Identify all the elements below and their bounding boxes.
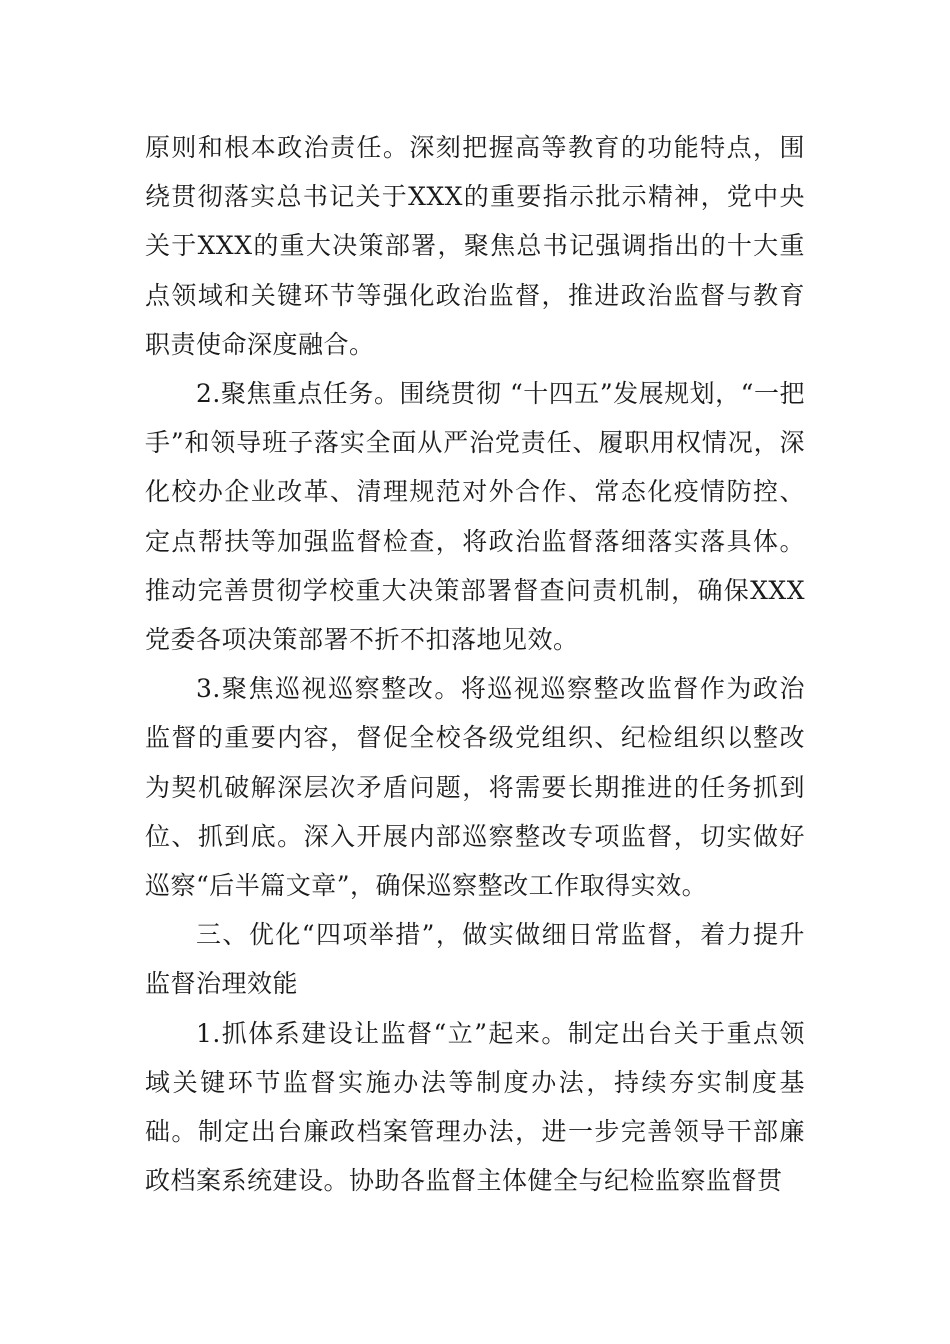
section-heading-three: 三、优化“四项举措”，做实做细日常监督，着力提升监督治理效能 xyxy=(145,920,805,999)
paragraph-system-building: 1.抓体系建设让监督“立”起来。制定出台关于重点领域关键环节监督实施办法等制度办法，持续夯实制度基础。制定出台廉政档案管理办法，进一步完善领导干部廉政档案系统建设。协助各监督主体健全与纪检监察监督贯 xyxy=(145,1018,805,1196)
paragraph-continuation: 原则和根本政治责任。深刻把握高等教育的功能特点，围绕贯彻落实总书记关于XXX的重要指示批示精神，党中央关于XXX的重大决策部署，聚焦总书记强调指出的十大重点领域和关键环节等强化政治监督，推进政治监督与教育职责使命深度融合。 xyxy=(145,133,805,359)
document-body xyxy=(145,123,805,1205)
paragraph-focus-inspection-rectification: 3.聚焦巡视巡察整改。将巡视巡察整改监督作为政治监督的重要内容，督促全校各级党组织、纪检组织以整改为契机破解深层次矛盾问题，将需要长期推进的任务抓到位、抓到底。深入开展内部巡察整改专项监督，切实做好巡察“后半篇文章”，确保巡察整改工作取得实效。 xyxy=(145,674,805,901)
paragraph-focus-key-tasks: 2.聚焦重点任务。围绕贯彻 “十四五”发展规划，“一把手”和领导班子落实全面从严治党责任、履职用权情况，深化校办企业改革、清理规范对外合作、常态化疫情防控、定点帮扶等加强监督检查，将政治监督落细落实落具体。推动完善贯彻学校重大决策部署督查问责机制，确保XXX党委各项决策部署不折不扣落地见效。 xyxy=(145,379,805,655)
